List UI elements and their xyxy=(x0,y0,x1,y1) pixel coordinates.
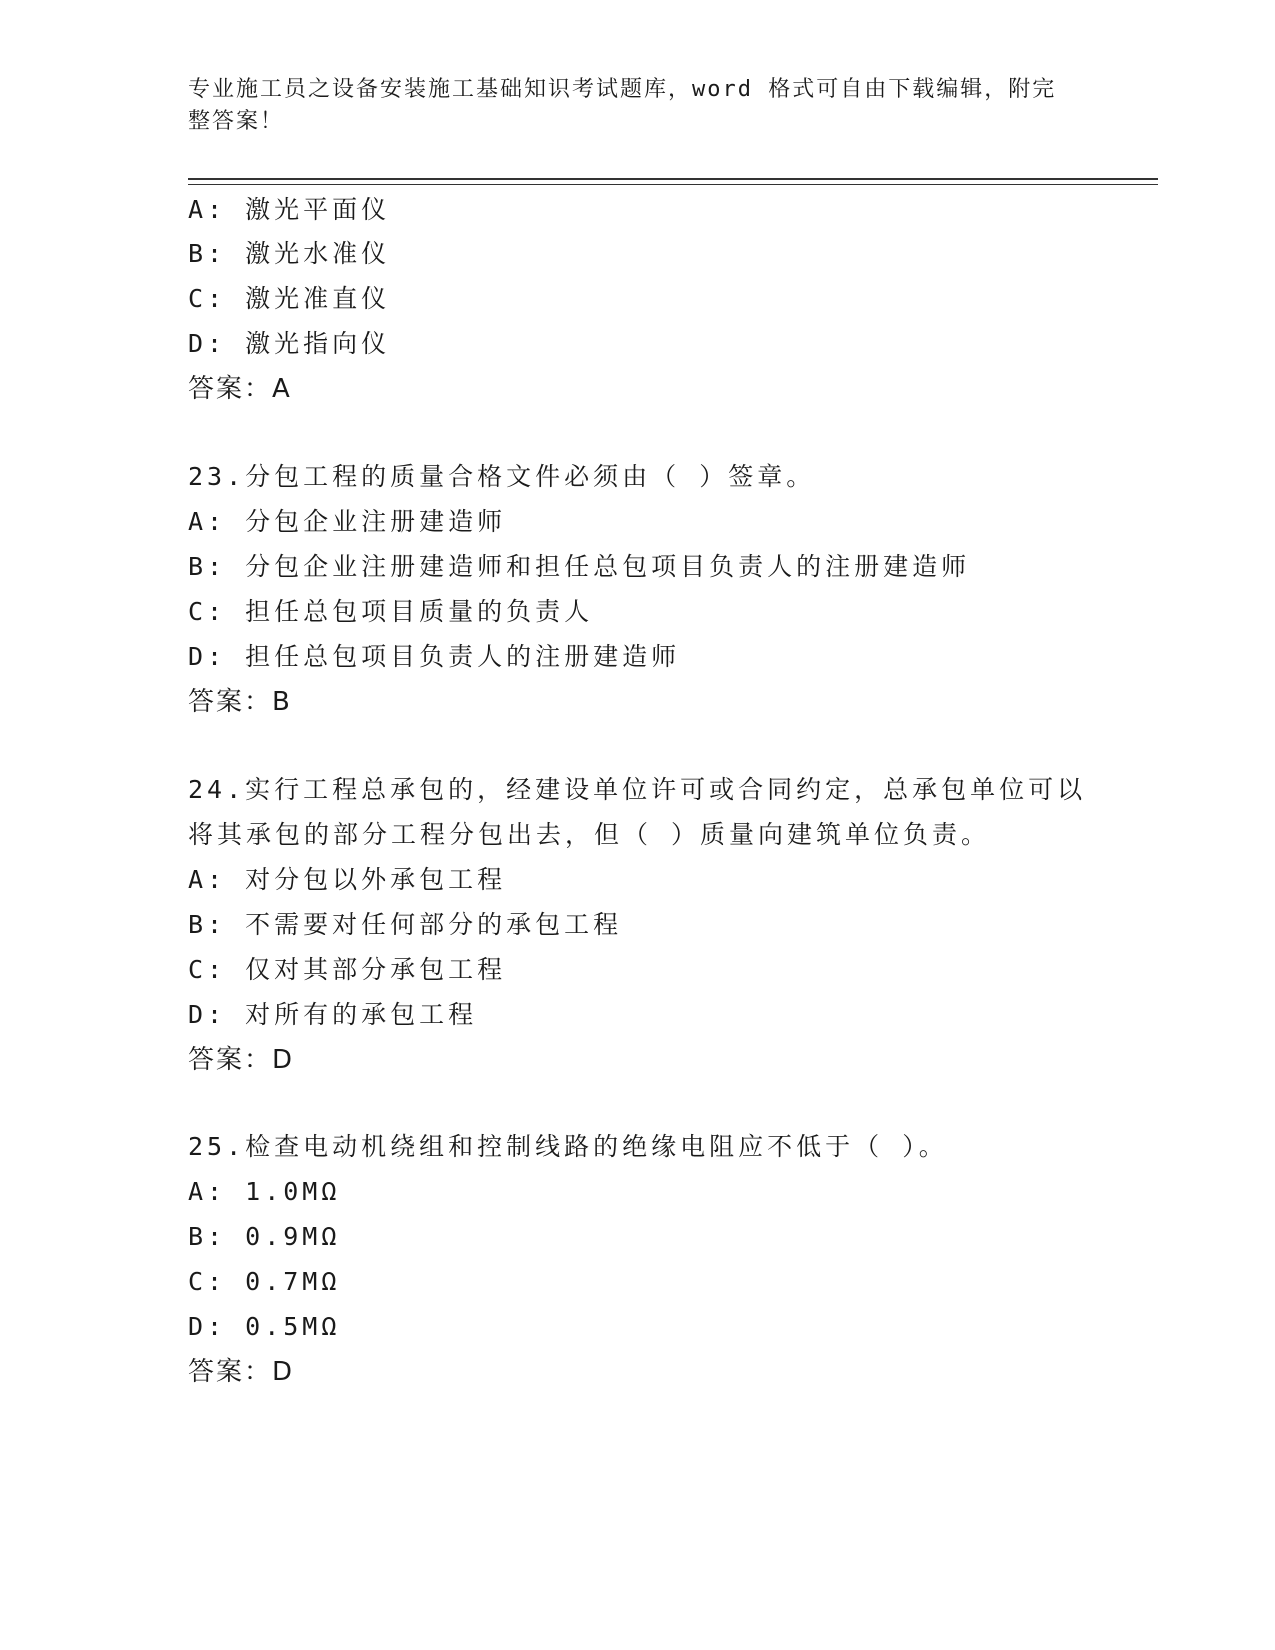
q25-option-b: B: 0.9MΩ xyxy=(188,1222,341,1251)
q25-option-d: D: 0.5MΩ xyxy=(188,1312,341,1341)
q24-option-a: A: 对分包以外承包工程 xyxy=(188,865,507,894)
q24-option-c: C: 仅对其部分承包工程 xyxy=(188,955,507,984)
q23-option-c: C: 担任总包项目质量的负责人 xyxy=(188,597,594,626)
q24-stem-line-2: 将其承包的部分工程分包出去，但（ ）质量向建筑单位负责。 xyxy=(188,820,991,849)
q23-option-d: D: 担任总包项目负责人的注册建造师 xyxy=(188,642,681,671)
q23-option-a: A: 分包企业注册建造师 xyxy=(188,507,507,536)
q25-stem: 25.检查电动机绕组和控制线路的绝缘电阻应不低于（ ）。 xyxy=(188,1132,948,1161)
q22-option-a: A: 激光平面仪 xyxy=(188,195,391,224)
q24-stem-line-1: 24.实行工程总承包的，经建设单位许可或合同约定，总承包单位可以 xyxy=(188,775,1087,804)
q23-option-b: B: 分包企业注册建造师和担任总包项目负责人的注册建造师 xyxy=(188,552,971,581)
q23-answer: 答案：B xyxy=(188,687,292,717)
q22-answer: 答案：A xyxy=(188,374,292,404)
q22-option-c: C: 激光准直仪 xyxy=(188,284,391,313)
header-divider-thick xyxy=(188,178,1158,180)
q22-option-d: D: 激光指向仪 xyxy=(188,329,391,358)
q25-option-a: A: 1.0MΩ xyxy=(188,1177,341,1206)
q24-answer: 答案：D xyxy=(188,1045,295,1075)
q23-stem: 23.分包工程的质量合格文件必须由（ ）签章。 xyxy=(188,462,816,491)
q22-option-b: B: 激光水准仪 xyxy=(188,239,391,268)
document-header: 专业施工员之设备安装施工基础知识考试题库，word 格式可自由下载编辑，附完整答案！ xyxy=(188,77,1057,134)
header-divider-thin xyxy=(188,184,1158,185)
q25-option-c: C: 0.7MΩ xyxy=(188,1267,341,1296)
q24-option-d: D: 对所有的承包工程 xyxy=(188,1000,478,1029)
q24-option-b: B: 不需要对任何部分的承包工程 xyxy=(188,910,623,939)
q25-answer: 答案：D xyxy=(188,1357,295,1387)
